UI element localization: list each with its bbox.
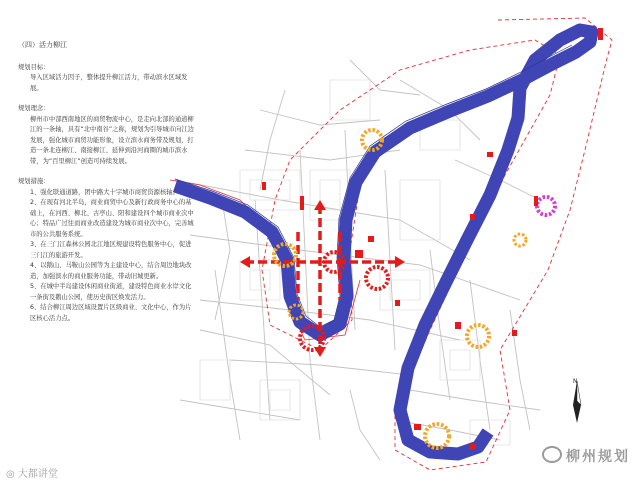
text-panel <box>18 40 196 324</box>
watermark-right-label: 柳州规划 <box>566 449 630 465</box>
activity-nodes <box>274 130 555 448</box>
watermark-left: ◎ 大都讲堂 <box>6 469 58 480</box>
measure-heading: 规划措施： <box>18 178 50 185</box>
goal-text: 导入区域活力因子，整体提升柳江活力，带动滨水区域发展。 <box>30 74 188 92</box>
planning-boundary <box>262 18 612 470</box>
idea-heading: 规划理念： <box>18 105 50 112</box>
panel-title: （四）活力柳江 <box>18 41 67 49</box>
watermark-right <box>542 446 630 466</box>
node-east-small <box>514 234 526 246</box>
compass-rose <box>573 381 581 423</box>
measure-item: 3、在三门江森林公园北江地区规建设特色服务中心，促进三门江的旅游开发。 <box>30 241 192 259</box>
measure-item: 1、强化联通道路，团中路大十字城市商贸资源核轴。 <box>30 188 179 196</box>
wechat-icon <box>542 446 562 463</box>
node-east <box>537 197 555 215</box>
compass-north-label: N <box>573 378 578 385</box>
goal-heading: 规划目标： <box>18 63 50 71</box>
measure-item: 4、以鹅山、马鞍山公园等为主建设中心，结合周边地块改造，加强滨水的商业服务功能，带动旧城更新。 <box>30 262 192 280</box>
measure-item: 6、结合柳江周边区域设置片区级商业、文化中心，作为片区核心活力点。 <box>30 304 192 322</box>
idea-text: 柳州市中部西南地区的商贸物流中心，是走向北部的通道柳江的一条轴，具有“北中南谷”之称，规划为引导城市向江边发展，强化城市商贸功能形象，设立滨水商务带及规划，打造一条北连柳江、南接柳江、延伸到沿河商圈的城市滨水带，为“百里柳江”创造可持续发展。 <box>30 115 194 165</box>
liu-river <box>175 30 592 454</box>
measure-item: 5、在城中半岛建设休闲商业街道，建设特色商业水岸文化一条街及鹅山公园，使历史街区焕发活力。 <box>30 283 192 301</box>
measure-item: 2、在现有河北半岛，商业商贸中心及新行政商务中心的基础上，在河西、柳北、古亭山、阳和建设四个城市商业次中心；特品广过往而商业改造建设为城市商业次中心，完善城市的公共服务系统。 <box>30 199 194 238</box>
